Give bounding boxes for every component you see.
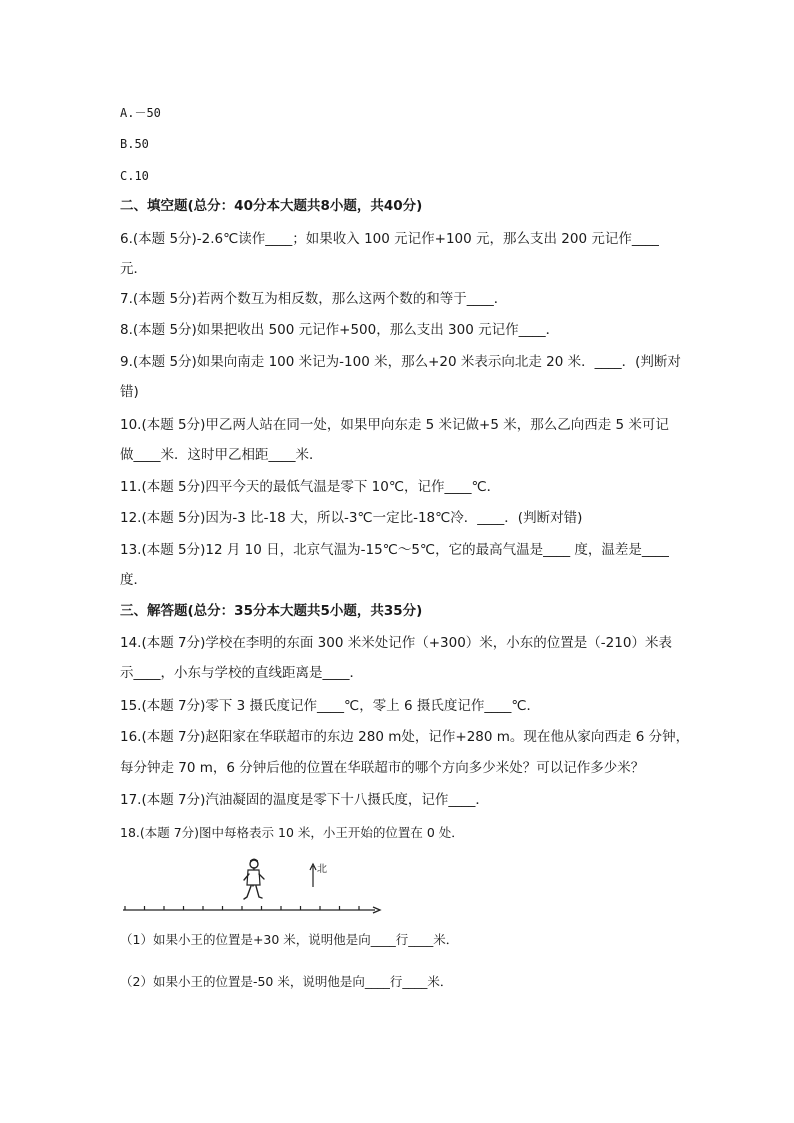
- question-6-line2: 元．: [120, 261, 147, 277]
- question-12: 12.(本题 5分)因为-3 比-18 大，所以-3℃一定比-18℃冷．____．(判断对错): [120, 510, 583, 526]
- question-16-line2: 每分钟走 70 m，6 分钟后他的位置在华联超市的哪个方向多少米处？可以记作多少米？: [120, 760, 645, 776]
- question-15: 15.(本题 7分)零下 3 摄氏度记作____℃，零上 6 摄氏度记作____℃．: [120, 698, 541, 714]
- question-18-sub2: （2）如果小王的位置是-50 米，说明他是向____行____米．: [120, 974, 453, 989]
- question-7: 7.(本题 5分)若两个数互为相反数，那么这两个数的和等于____．: [120, 291, 508, 307]
- question-13-line1: 13.(本题 5分)12 月 10 日，北京气温为-15℃～5℃，它的最高气温是____ 度，温差是____: [120, 542, 669, 558]
- section2-heading: 二、填空题(总分：40分本大题共8小题，共40分): [120, 198, 423, 214]
- north-arrow-icon: [310, 863, 327, 887]
- number-line-figure: [120, 852, 385, 922]
- north-label: 北: [317, 864, 327, 875]
- question-14-line2: 示____，小东与学校的直线距离是____．: [120, 665, 363, 681]
- question-18-sub1: （1）如果小王的位置是+30 米，说明他是向____行____米．: [120, 932, 459, 947]
- question-17: 17.(本题 7分)汽油凝固的温度是零下十八摄氏度，记作____．: [120, 792, 489, 808]
- walking-person-icon: [244, 860, 264, 900]
- question-16-line1: 16.(本题 7分)赵阳家在华联超市的东边 280 m处，记作+280 m。现在他从家向西走 6 分钟，: [120, 729, 690, 745]
- option-b: B.50: [120, 137, 149, 151]
- option-c: C.10: [120, 169, 149, 183]
- question-6-line1: 6.(本题 5分)-2.6℃读作____；如果收入 100 元记作+100 元，那么支出 200 元记作____: [120, 231, 659, 247]
- number-line-svg: [120, 852, 385, 918]
- question-13-line2: 度．: [120, 572, 147, 588]
- question-10-line2: 做____米．这时甲乙相距____米．: [120, 447, 323, 463]
- question-11: 11.(本题 5分)四平今天的最低气温是零下 10℃，记作____℃．: [120, 479, 501, 495]
- question-10-line1: 10.(本题 5分)甲乙两人站在同一处，如果甲向东走 5 米记做+5 米，那么乙向西走 5 米可记: [120, 417, 669, 433]
- question-18: 18.(本题 7分)图中每格表示 10 米，小王开始的位置在 0 处．: [120, 825, 464, 840]
- question-9-line2: 错): [120, 384, 139, 400]
- section3-heading: 三、解答题(总分：35分本大题共5小题，共35分): [120, 603, 423, 619]
- question-9-line1: 9.(本题 5分)如果向南走 100 米记为-100 米，那么+20 米表示向北走 20 米．____．(判断对: [120, 354, 681, 370]
- option-a: A.－50: [120, 106, 161, 120]
- question-14-line1: 14.(本题 7分)学校在李明的东面 300 米米处记作（+300）米，小东的位置是（-210）米表: [120, 635, 672, 651]
- question-8: 8.(本题 5分)如果把收出 500 元记作+500，那么支出 300 元记作____．: [120, 322, 560, 338]
